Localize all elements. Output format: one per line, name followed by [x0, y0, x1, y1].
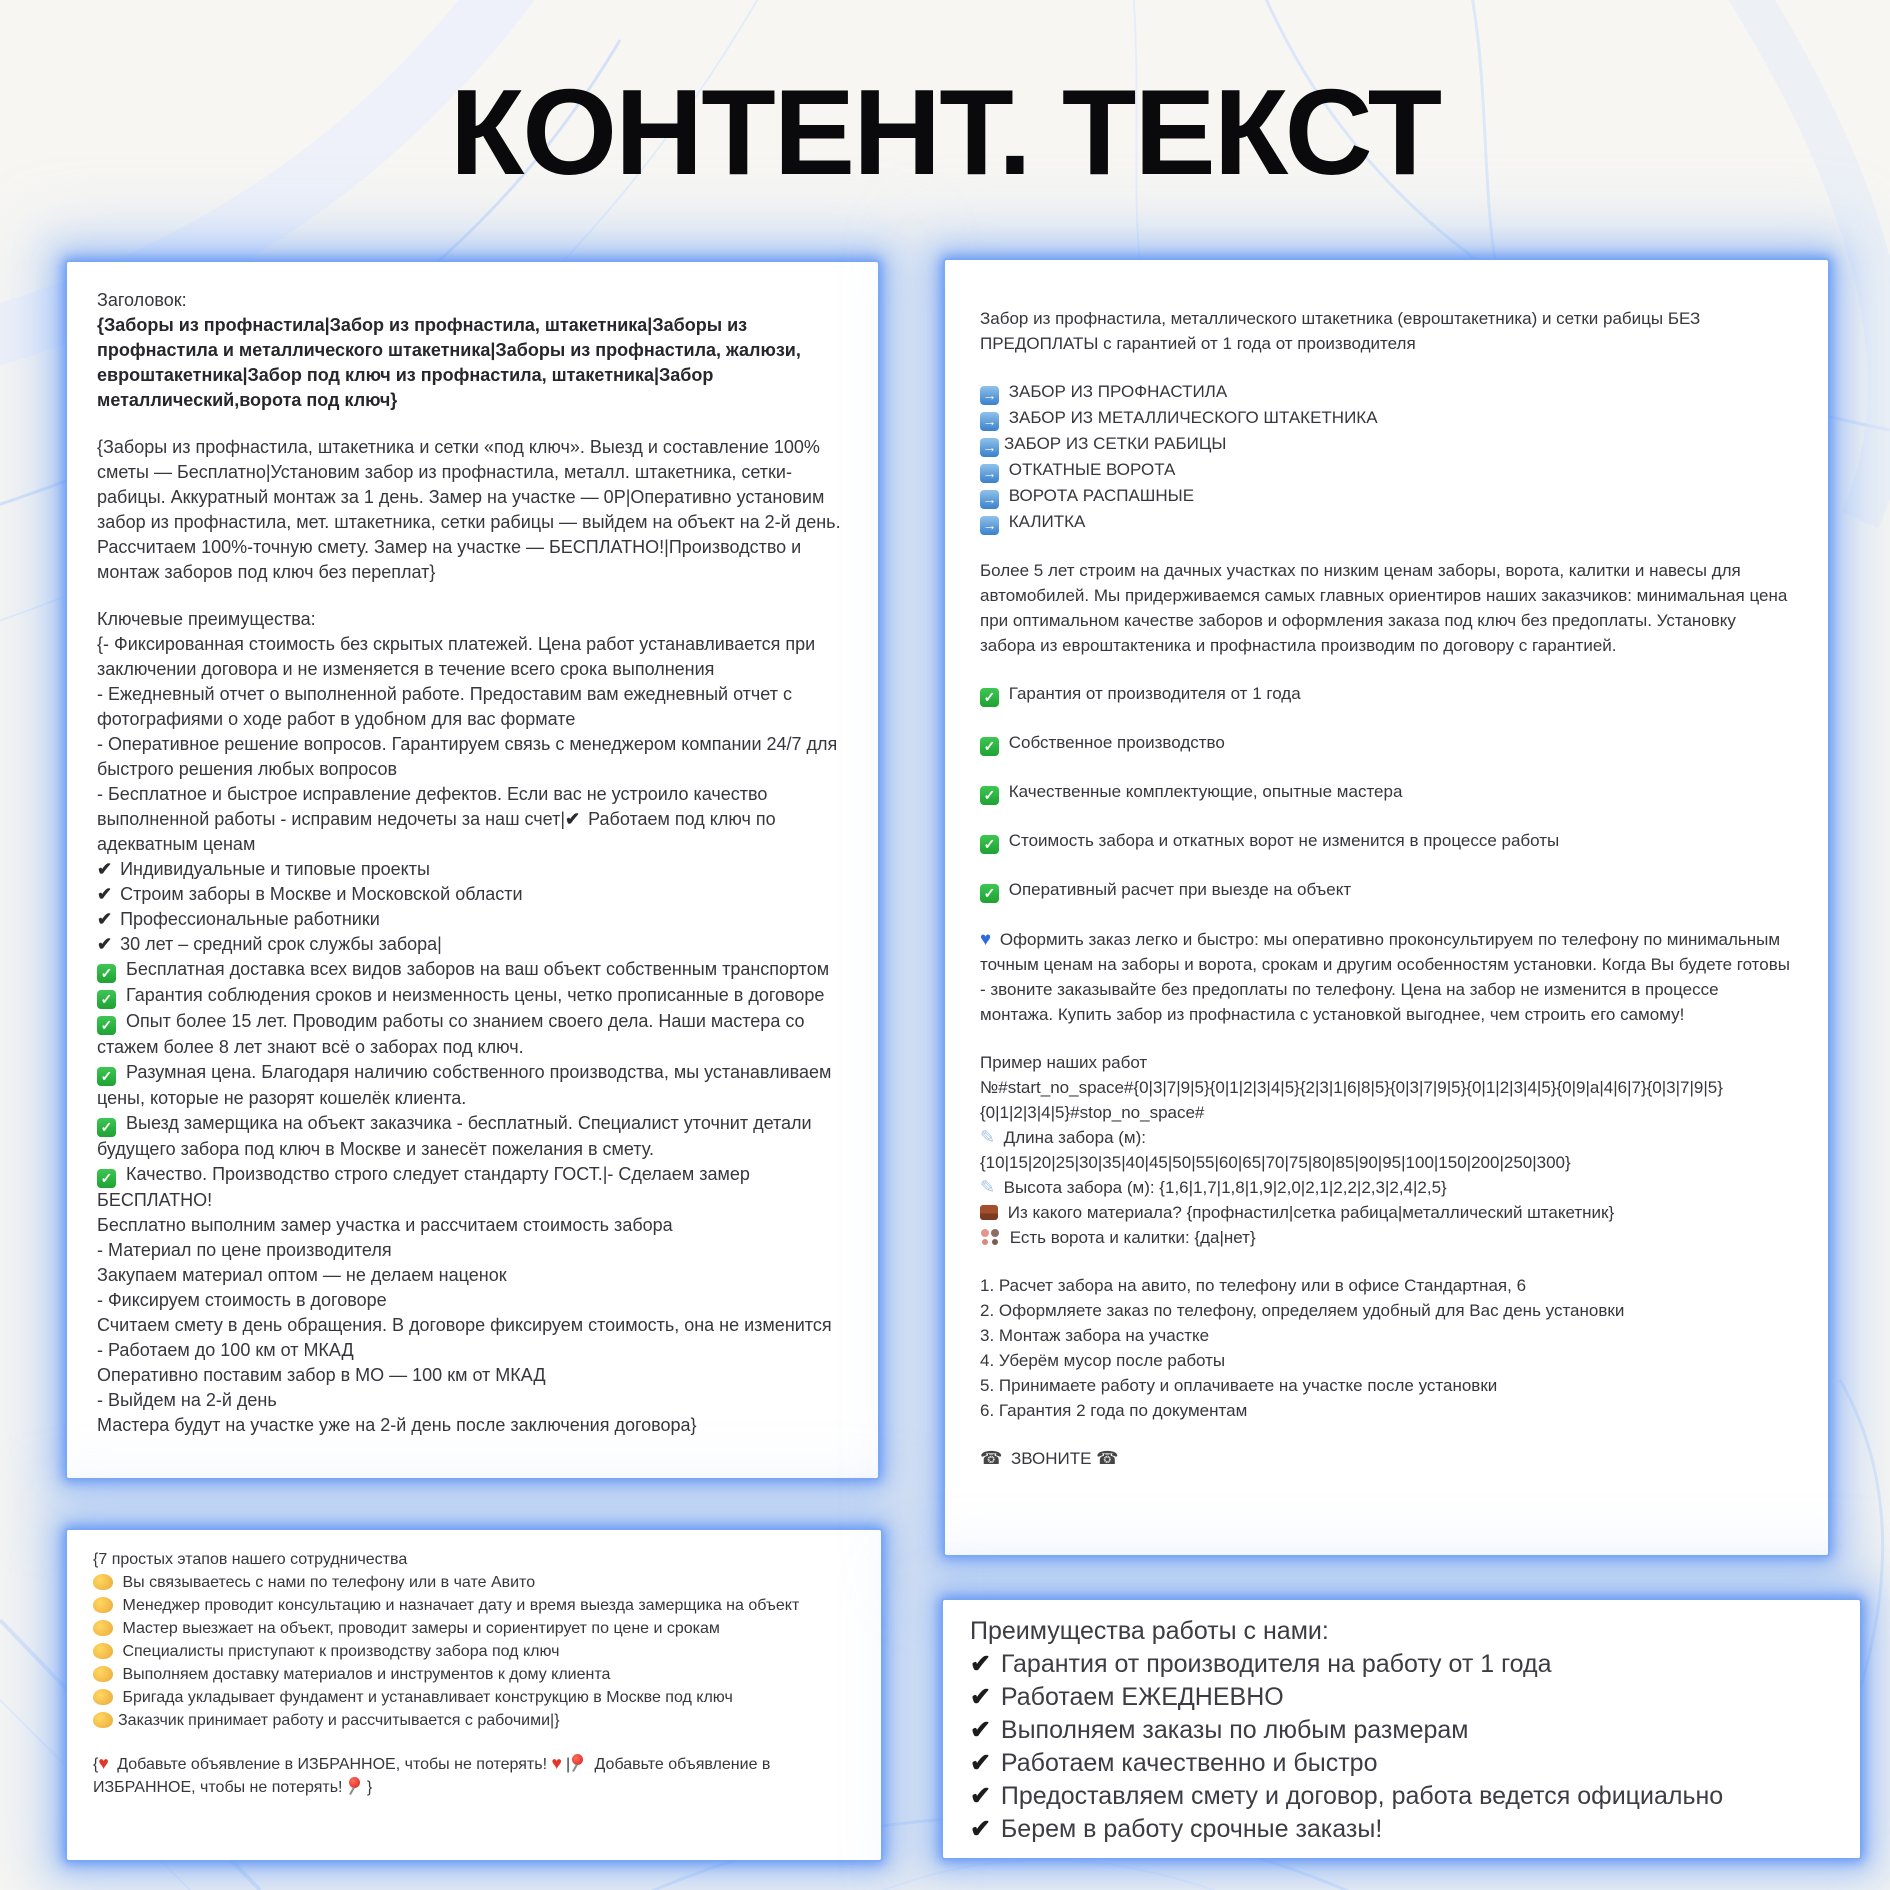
- green-check-icon: ✓: [980, 688, 999, 707]
- text-line: - Работаем до 100 км от МКАД: [97, 1340, 354, 1360]
- text-line: 2. Оформляете заказ по телефону, определяем удобный для Вас день установки: [980, 1301, 1625, 1320]
- black-check-icon: ✔: [970, 1716, 991, 1744]
- black-check-icon: ✔: [970, 1815, 991, 1843]
- text-line: ✎ Высота забора (м): {1,6|1,7|1,8|1,9|2,0|2,1|2,2|2,3|2,4|2,5}: [980, 1177, 1447, 1197]
- red-heart-icon: ♥: [98, 1753, 109, 1773]
- spacer: [980, 1423, 1793, 1446]
- text-line: Вы связываетесь с нами по телефону или в чате Авито: [93, 1571, 855, 1594]
- text-line: → ЗАБОР ИЗ СЕТКИ РАБИЦЫ: [980, 431, 1793, 457]
- pushpin-icon: [347, 1777, 362, 1795]
- text-line: → КАЛИТКА: [980, 509, 1793, 535]
- text-line: Выполняем доставку материалов и инструментов к дому клиента: [93, 1663, 855, 1686]
- text-line: Ключевые преимущества:: [97, 609, 316, 629]
- spacer: [980, 707, 1793, 730]
- text-line: Забор из профнастила, металлического штакетника (евроштакетника) и сетки рабицы БЕЗ ПРЕДОПЛАТЫ с гарантией от 1 года от производителя: [980, 309, 1701, 353]
- text-line: ✔ Предоставляем смету и договор, работа ведется официально: [970, 1782, 1724, 1810]
- text-line: 4. Уберём мусор после работы: [980, 1351, 1226, 1370]
- spacer: [980, 356, 1793, 379]
- spacer: [97, 585, 848, 607]
- green-check-icon: ✓: [97, 1118, 116, 1137]
- text-line: Более 5 лет строим на дачных участках по низким ценам заборы, ворота, калитки и навесы для автомобилей. Мы придерживаемся самых главных ориентиров наших заказчиков: минимальная цена при оптимальном качестве заборов и оформления заказа под ключ без предоплаты. Установку забора из евроштактеника и профнастила производим по договору с гарантией.: [980, 561, 1788, 655]
- blue-heart-icon: ♥: [980, 928, 992, 949]
- pushpin-icon: [570, 1754, 585, 1772]
- text-line: Преимущества работы с нами:: [970, 1617, 1329, 1645]
- red-heart-icon: ♥: [551, 1753, 562, 1773]
- spacer: [980, 1027, 1793, 1050]
- text-line: {Заборы из профнастила|Забор из профнастила, штакетника|Заборы из профнастила и металлического штакетника|Заборы из профнастила, жалюзи, евроштакетника|Забор под ключ из профнастила, штакетника|Забор металлический,ворота под ключ}: [97, 315, 801, 410]
- text-line: - Оперативное решение вопросов. Гарантируем связь с менеджером компании 24/7 для быстрого решения любых вопросов: [97, 734, 838, 779]
- text-line: → ВОРОТА РАСПАШНЫЕ: [980, 483, 1793, 509]
- text-line: Считаем смету в день обращения. В договоре фиксируем стоимость, она не изменится: [97, 1315, 832, 1335]
- blue-arrow-icon: →: [980, 464, 999, 483]
- text-line: ✓ Собственное производство: [980, 730, 1793, 756]
- page-title: КОНТЕНТ. ТЕКСТ: [449, 64, 1441, 200]
- handshake-icon: [93, 1689, 113, 1705]
- green-check-icon: ✓: [980, 884, 999, 903]
- text-line: ✓ Разумная цена. Благодаря наличию собственного производства, мы устанавливаем цены, которые не разорят кошелёк клиента.: [97, 1062, 832, 1108]
- spacer: [980, 903, 1793, 926]
- text-line: Есть ворота и калитки: {да|нет}: [980, 1225, 1793, 1250]
- text-line: - Выйдем на 2-й день: [97, 1390, 277, 1410]
- spacer: [980, 535, 1793, 558]
- text-line: {10|15|20|25|30|35|40|45|50|55|60|65|70|75|80|85|90|95|100|150|200|250|300}: [980, 1153, 1571, 1172]
- text-line: ✓ Бесплатная доставка всех видов заборов на ваш объект собственным транспортом: [97, 957, 848, 983]
- spacer: [980, 1250, 1793, 1273]
- text-line: - Бесплатное и быстрое исправление дефектов. Если вас не устроило качество выполненной работы - исправим недочеты за наш счет|✔ Работаем под ключ по адекватным ценам: [97, 784, 776, 854]
- black-check-icon: ✔: [970, 1749, 991, 1777]
- black-check-icon: ✔: [970, 1683, 991, 1711]
- text-line: ♥ Оформить заказ легко и быстро: мы оперативно проконсультируем по телефону по минимальным точным ценам на заборы и ворота, срокам и другим особенностям установки. Когда Вы будете готовы - звоните заказывайте без предоплаты по телефону. Цена на забор не изменится в процессе монтажа. Купить забор из профнастила с установкой выгоднее, чем строить его самому!: [980, 928, 1790, 1024]
- handshake-icon: [93, 1643, 113, 1659]
- text-line: - Ежедневный отчет о выполненной работе. Предоставим вам ежедневный отчет с фотографиями о ходе работ в удобном для вас формате: [97, 684, 792, 729]
- text-line: → ОТКАТНЫЕ ВОРОТА: [980, 457, 1793, 483]
- black-check-icon: ✔: [970, 1782, 991, 1810]
- handshake-icon: [93, 1666, 113, 1682]
- spacer: [980, 756, 1793, 779]
- spacer: [980, 854, 1793, 877]
- text-line: Заголовок:: [97, 290, 187, 310]
- green-check-icon: ✓: [980, 835, 999, 854]
- people-icon: [980, 1229, 1000, 1246]
- text-line: ✓ Опыт более 15 лет. Проводим работы со знанием своего дела. Наши мастера со стажем более 8 лет знают всё о заборах под ключ.: [97, 1011, 805, 1057]
- text-line: → ЗАБОР ИЗ ПРОФНАСТИЛА: [980, 379, 1793, 405]
- green-check-icon: ✓: [97, 1169, 116, 1188]
- text-line: ✔ Строим заборы в Москве и Московской области: [97, 884, 523, 904]
- black-check-icon: ✔: [97, 909, 113, 929]
- text-line: Бригада укладывает фундамент и устанавливает конструкцию в Москве под ключ: [93, 1686, 855, 1709]
- text-line: {Заборы из профнастила, штакетника и сетки «под ключ». Выезд и составление 100% сметы — Бесплатно|Установим забор из профнастила, металл. штакетника, сетки-рабицы. Аккуратный монтаж за 1 день. Замер на участке — 0Р|Оперативно установим забор из профнастила, мет. штакетника, сетки рабицы — выйдем на объект на 2-й день. Рассчитаем 100%-точную смету. Замер на участке — БЕСПЛАТНО!|Производство и монтаж заборов под ключ без переплат}: [97, 437, 841, 582]
- text-line: Закупаем материал оптом — не делаем наценок: [97, 1265, 507, 1285]
- blue-arrow-icon: →: [980, 386, 999, 405]
- text-line: ✓ Качество. Производство строго следует стандарту ГОСТ.|- Сделаем замер БЕСПЛАТНО!: [97, 1164, 750, 1210]
- handshake-icon: [93, 1620, 113, 1636]
- text-line: ☎ ЗВОНИТЕ ☎: [980, 1448, 1119, 1468]
- text-line: №#start_no_space#{0|3|7|9|5}{0|1|2|3|4|5}{2|3|1|6|8|5}{0|3|7|9|5}{0|1|2|3|4|5}{0|9|a|4|6|7}{0|3|7|9|5}{0|1|2|3|4|5}#stop_no_space#: [980, 1078, 1723, 1122]
- text-line: Мастер выезжает на объект, проводит замеры и сориентирует по цене и срокам: [93, 1617, 855, 1640]
- text-line: ✓ Качественные комплектующие, опытные мастера: [980, 779, 1793, 805]
- blue-arrow-icon: →: [980, 490, 999, 509]
- text-line: → ЗАБОР ИЗ МЕТАЛЛИЧЕСКОГО ШТАКЕТНИКА: [980, 405, 1793, 431]
- panel-benefits: [943, 1600, 1860, 1858]
- text-line: Заказчик принимает работу и рассчитывается с рабочими|}: [93, 1709, 855, 1732]
- blue-arrow-icon: →: [980, 412, 999, 431]
- spacer: [980, 658, 1793, 681]
- text-line: ✎ Длина забора (м):: [980, 1127, 1146, 1147]
- green-check-icon: ✓: [97, 964, 116, 983]
- text-line: Пример наших работ: [980, 1053, 1148, 1072]
- text-line: ✓ Гарантия от производителя от 1 года: [980, 681, 1793, 707]
- green-check-icon: ✓: [980, 737, 999, 756]
- black-check-icon: ✔: [970, 1650, 991, 1678]
- blue-arrow-icon: →: [980, 438, 999, 457]
- text-line: ✓ Гарантия соблюдения сроков и неизменность цены, четко прописанные в договоре: [97, 983, 848, 1009]
- text-line: Оперативно поставим забор в МО — 100 км от МКАД: [97, 1365, 546, 1385]
- text-line: ✓ Оперативный расчет при выезде на объект: [980, 877, 1793, 903]
- handshake-icon: [93, 1712, 113, 1728]
- green-check-icon: ✓: [97, 1016, 116, 1035]
- text-line: ✓ Выезд замерщика на объект заказчика - бесплатный. Специалист уточнит детали будущего забора под ключ в Москве и занесёт пожелания в смету.: [97, 1113, 812, 1159]
- pencil-icon: ✎: [980, 1177, 995, 1197]
- text-line: Мастера будут на участке уже на 2-й день после заключения договора}: [97, 1415, 697, 1435]
- text-line: 5. Принимаете работу и оплачиваете на участке после установки: [980, 1376, 1498, 1395]
- text-line: Бесплатно выполним замер участка и рассчитаем стоимость забора: [97, 1215, 673, 1235]
- spacer: [980, 805, 1793, 828]
- text-line: 6. Гарантия 2 года по документам: [980, 1401, 1248, 1420]
- phone-icon: ☎: [980, 1448, 1003, 1468]
- spacer: [93, 1732, 855, 1752]
- phone-icon: ☎: [1096, 1448, 1119, 1468]
- spacer: [97, 413, 848, 435]
- text-line: 3. Монтаж забора на участке: [980, 1326, 1210, 1345]
- text-line: {- Фиксированная стоимость без скрытых платежей. Цена работ устанавливается при заключении договора и не изменяется в течение всего срока выполнения: [97, 634, 816, 679]
- handshake-icon: [93, 1597, 113, 1613]
- black-check-icon: ✔: [97, 859, 113, 879]
- text-line: ✔ Работаем качественно и быстро: [970, 1749, 1378, 1777]
- text-line: {♥ Добавьте объявление в ИЗБРАННОЕ, чтобы не потерять! ♥ | Добавьте объявление в ИЗБРАННОЕ, чтобы не потерять! }: [93, 1753, 771, 1796]
- text-line: Менеджер проводит консультацию и назначает дату и время выезда замерщика на объект: [93, 1594, 855, 1617]
- panel-headline: [67, 262, 878, 1478]
- green-check-icon: ✓: [97, 990, 116, 1009]
- material-icon: [980, 1205, 998, 1220]
- text-line: 1. Расчет забора на авито, по телефону или в офисе Стандартная, 6: [980, 1276, 1527, 1295]
- text-line: ✔ 30 лет – средний срок службы забора|: [97, 934, 442, 954]
- green-check-icon: ✓: [980, 786, 999, 805]
- blue-arrow-icon: →: [980, 516, 999, 535]
- pencil-icon: ✎: [980, 1127, 995, 1147]
- text-line: ✔ Индивидуальные и типовые проекты: [97, 859, 430, 879]
- text-line: ✔ Профессиональные работники: [97, 909, 380, 929]
- black-check-icon: ✔: [97, 934, 113, 954]
- text-line: ✔ Берем в работу срочные заказы!: [970, 1815, 1383, 1843]
- panel-steps: [67, 1530, 881, 1860]
- text-line: ✔ Выполняем заказы по любым размерам: [970, 1716, 1469, 1744]
- black-check-icon: ✔: [97, 884, 113, 904]
- text-line: - Фиксируем стоимость в договоре: [97, 1290, 387, 1310]
- handshake-icon: [93, 1574, 113, 1590]
- panel-description: [945, 260, 1828, 1555]
- text-line: ✓ Стоимость забора и откатных ворот не изменится в процессе работы: [980, 828, 1793, 854]
- text-line: Из какого материала? {профнастил|сетка рабица|металлический штакетник}: [980, 1200, 1793, 1225]
- text-line: Специалисты приступают к производству забора под ключ: [93, 1640, 855, 1663]
- text-line: {7 простых этапов нашего сотрудничества: [93, 1551, 408, 1568]
- text-line: - Материал по цене производителя: [97, 1240, 392, 1260]
- text-line: ✔ Гарантия от производителя на работу от 1 года: [970, 1650, 1552, 1678]
- green-check-icon: ✓: [97, 1067, 116, 1086]
- black-check-icon: ✔: [565, 809, 581, 829]
- text-line: ✔ Работаем ЕЖЕДНЕВНО: [970, 1683, 1284, 1711]
